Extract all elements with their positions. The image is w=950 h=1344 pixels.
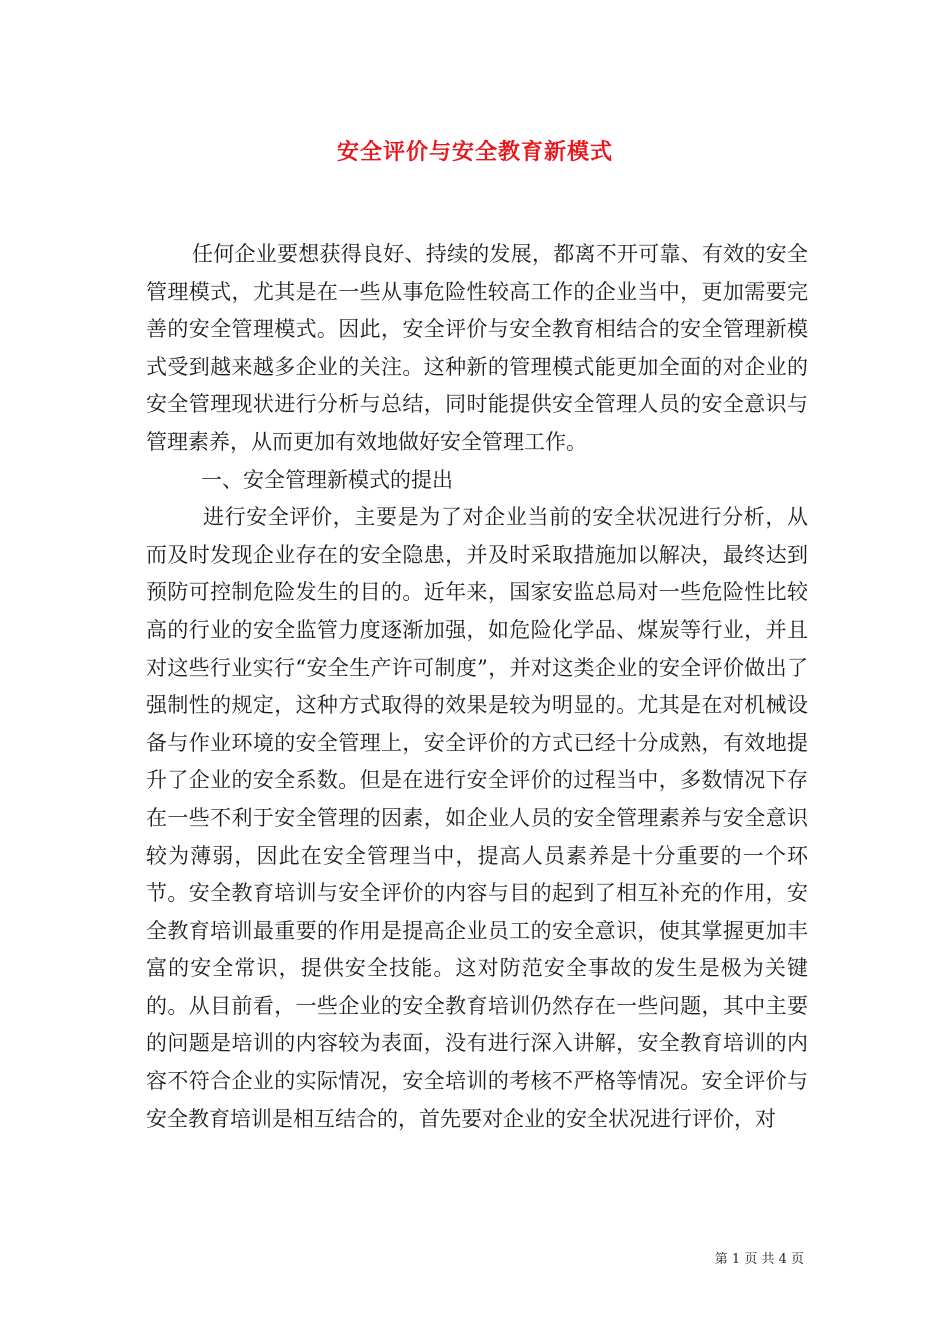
document-body: [146, 236, 808, 1138]
section-heading: 一、安全管理新模式的提出: [201, 467, 453, 492]
page-number: 第 1 页 共 4 页: [714, 1252, 804, 1267]
paragraph-section-1: 进行安全评价，主要是为了对企业当前的安全状况进行分析，从而及时发现企业存在的安全隐患，并及时采取措施加以解决，最终达到预防可控制危险发生的目的。近年来，国家安监总局对一些危险性比较高的行业的安全监管力度逐渐加强，如危险化学品、煤炭等行业，并且对这些行业实行“安全生产许可制度”，并对这类企业的安全评价做出了强制性的规定，这种方式取得的效果是较为明显的。尤其是在对机械设备与作业环境的安全管理上，安全评价的方式已经十分成熟，有效地提升了企业的安全系数。但是在进行安全评价的过程当中，多数情况下存在一些不利于安全管理的因素，如企业人员的安全管理素养与安全意识较为薄弱，因此在安全管理当中，提高人员素养是十分重要的一个环节。安全教育培训与安全评价的内容与目的起到了相互补充的作用，安全教育培训最重要的作用是提高企业员工的安全意识，使其掌握更加丰富的安全常识，提供安全技能。这对防范安全事故的发生是极为关键的。从目前看，一些企业的安全教育培训仍然存在一些问题，其中主要的问题是培训的内容较为表面，没有进行深入讲解，安全教育培训的内容不符合企业的实际情况，安全培训的考核不严格等情况。安全评价与安全教育培训是相互结合的，首先要对企业的安全状况进行评价，对: [146, 505, 808, 1131]
paragraph-intro: 任何企业要想获得良好、持续的发展，都离不开可靠、有效的安全管理模式，尤其是在一些从事危险性较高工作的企业当中，更加需要完善的安全管理模式。因此，安全评价与安全教育相结合的安全管理新模式受到越来越多企业的关注。这种新的管理模式能更加全面的对企业的安全管理现状进行分析与总结，同时能提供安全管理人员的安全意识与管理素养，从而更加有效地做好安全管理工作。: [146, 242, 808, 454]
document-title: 安全评价与安全教育新模式: [336, 139, 613, 165]
